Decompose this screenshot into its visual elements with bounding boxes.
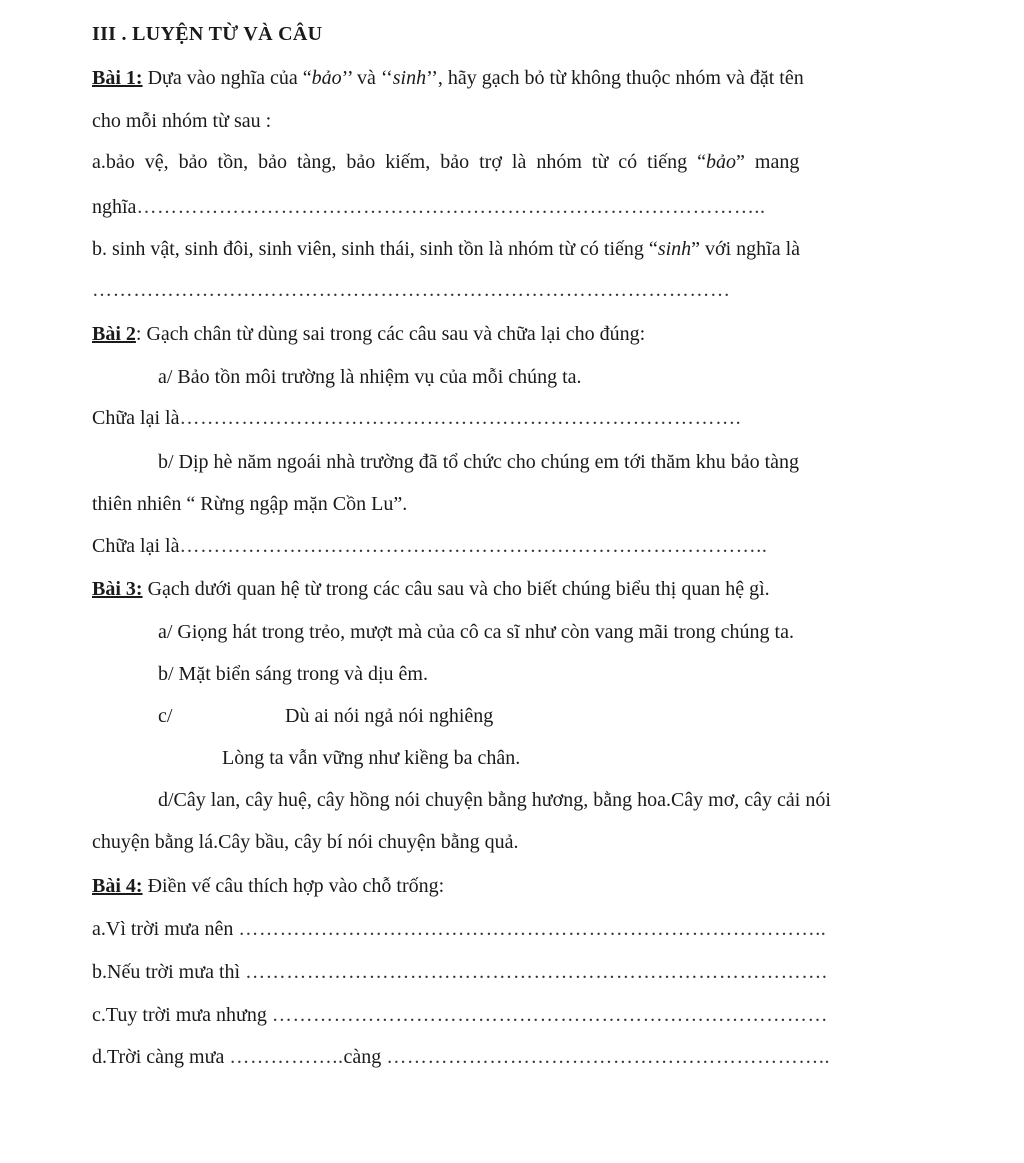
- bai2-item-b-line2: thiên nhiên “ Rừng ngập mặn Cồn Lu”.: [92, 493, 408, 515]
- bai1-item-b-text: b. sinh vật, sinh đôi, sinh viên, sinh thái, sinh tồn là nhóm từ có tiếng “: [92, 238, 658, 260]
- bai4-item-a-blank[interactable]: …………………………………………………………………………..: [238, 918, 827, 940]
- bai2-label: Bài 2: [92, 323, 136, 345]
- bai1-item-a-blank[interactable]: ………………………………………………………………………………..: [136, 196, 766, 218]
- bai1-label: Bài 1:: [92, 67, 143, 89]
- bai1-item-b-blank[interactable]: …………………………………………………………………………………: [92, 279, 731, 301]
- bai4-item-b-text: b.Nếu trời mưa thì: [92, 961, 246, 983]
- bai4-item-a: [92, 917, 826, 941]
- bai2-fix-blank-1[interactable]: ……………………………………………………………………….: [179, 407, 742, 429]
- bai1-intro-text-c: ’’, hãy gạch bỏ từ không thuộc nhóm và đặt tên: [426, 67, 804, 89]
- bai4-intro: [92, 874, 444, 898]
- bai3-item-a: a/ Giọng hát trong trẻo, mượt mà của cô ca sĩ như còn vang mãi trong chúng ta.: [158, 621, 794, 643]
- bai3-item-c-verse2: Lòng ta vẫn vững như kiềng ba chân.: [222, 747, 521, 769]
- bai4-item-b-blank[interactable]: ………………………………………………………………………….: [245, 961, 828, 983]
- bai2-fix-1: [92, 406, 741, 430]
- bai2-fix-label-1: Chữa lại là: [92, 407, 180, 429]
- bai1-item-a-text-b: ” mang: [736, 151, 800, 173]
- bai2-item-a: a/ Bảo tồn môi trường là nhiệm vụ của mỗi chúng ta.: [158, 366, 582, 388]
- bai1-item-a-nghia: nghĩa: [92, 196, 137, 218]
- bai4-item-d-blank-2[interactable]: ………………………………………………………..: [386, 1046, 831, 1068]
- section-title: III . LUYỆN TỪ VÀ CÂU: [92, 23, 323, 45]
- bai3-intro-text: Gạch dưới quan hệ từ trong các câu sau và cho biết chúng biểu thị quan hệ gì.: [142, 578, 770, 600]
- bai3-item-c-prefix: c/: [158, 705, 173, 727]
- bai2-intro: [92, 322, 645, 346]
- bai1-word-bao: bảo: [311, 67, 342, 89]
- bai4-item-c: [92, 1003, 828, 1027]
- bai1-item-a-text: a.bảo vệ, bảo tồn, bảo tàng, bảo kiếm, bảo trợ là nhóm từ có tiếng “: [92, 151, 707, 173]
- bai4-intro-text: Điền vế câu thích hợp vào chỗ trống:: [142, 875, 445, 897]
- bai3-item-b: b/ Mặt biển sáng trong và dịu êm.: [158, 663, 428, 685]
- bai1-item-a: [92, 150, 988, 174]
- bai3-label: Bài 3:: [92, 578, 143, 600]
- bai4-item-d-blank-1[interactable]: ……………..: [229, 1046, 344, 1068]
- bai1-item-a-word: bảo: [706, 151, 737, 173]
- bai1-item-b: [92, 237, 988, 261]
- bai2-intro-text: : Gạch chân từ dùng sai trong các câu sau và chữa lại cho đúng:: [135, 323, 646, 345]
- bai3-intro: [92, 577, 770, 601]
- bai1-word-sinh: sinh: [392, 67, 427, 89]
- bai1-item-a-line2: [92, 195, 766, 219]
- bai4-item-d-text-b: càng: [343, 1046, 387, 1068]
- bai4-item-c-text: c.Tuy trời mưa nhưng: [92, 1004, 272, 1026]
- bai1-intro-line2: cho mỗi nhóm từ sau :: [92, 110, 272, 132]
- bai1-item-b-text-b: ” với nghĩa là: [691, 238, 801, 260]
- bai1-item-b-word: sinh: [657, 238, 692, 260]
- bai3-item-c-verse1: Dù ai nói ngả nói nghiêng: [285, 705, 494, 727]
- bai1-intro-text-b: ’’ và ‘‘: [341, 67, 393, 89]
- bai4-item-d-text-a: d.Trời càng mưa: [92, 1046, 230, 1068]
- bai1-intro-text-a: Dựa vào nghĩa của “: [142, 67, 312, 89]
- bai2-fix-blank-2[interactable]: …………………………………………………………………………..: [179, 535, 768, 557]
- bai4-label: Bài 4:: [92, 875, 143, 897]
- bai3-item-d-line2: chuyện bằng lá.Cây bầu, cây bí nói chuyện bằng quả.: [92, 831, 519, 853]
- bai3-item-d-line1: d/Cây lan, cây huệ, cây hồng nói chuyện bằng hương, bằng hoa.Cây mơ, cây cải nói: [158, 789, 831, 811]
- bai2-fix-2: [92, 534, 767, 558]
- bai4-item-a-text: a.Vì trời mưa nên: [92, 918, 239, 940]
- bai4-item-c-blank[interactable]: ………………………………………………………………………: [271, 1004, 829, 1026]
- bai2-fix-label-2: Chữa lại là: [92, 535, 180, 557]
- bai4-item-d: [92, 1045, 830, 1069]
- bai2-item-b-line1: b/ Dịp hè năm ngoái nhà trường đã tổ chức cho chúng em tới thăm khu bảo tàng: [158, 451, 800, 473]
- bai1-intro: [92, 66, 990, 90]
- bai4-item-b: [92, 960, 827, 984]
